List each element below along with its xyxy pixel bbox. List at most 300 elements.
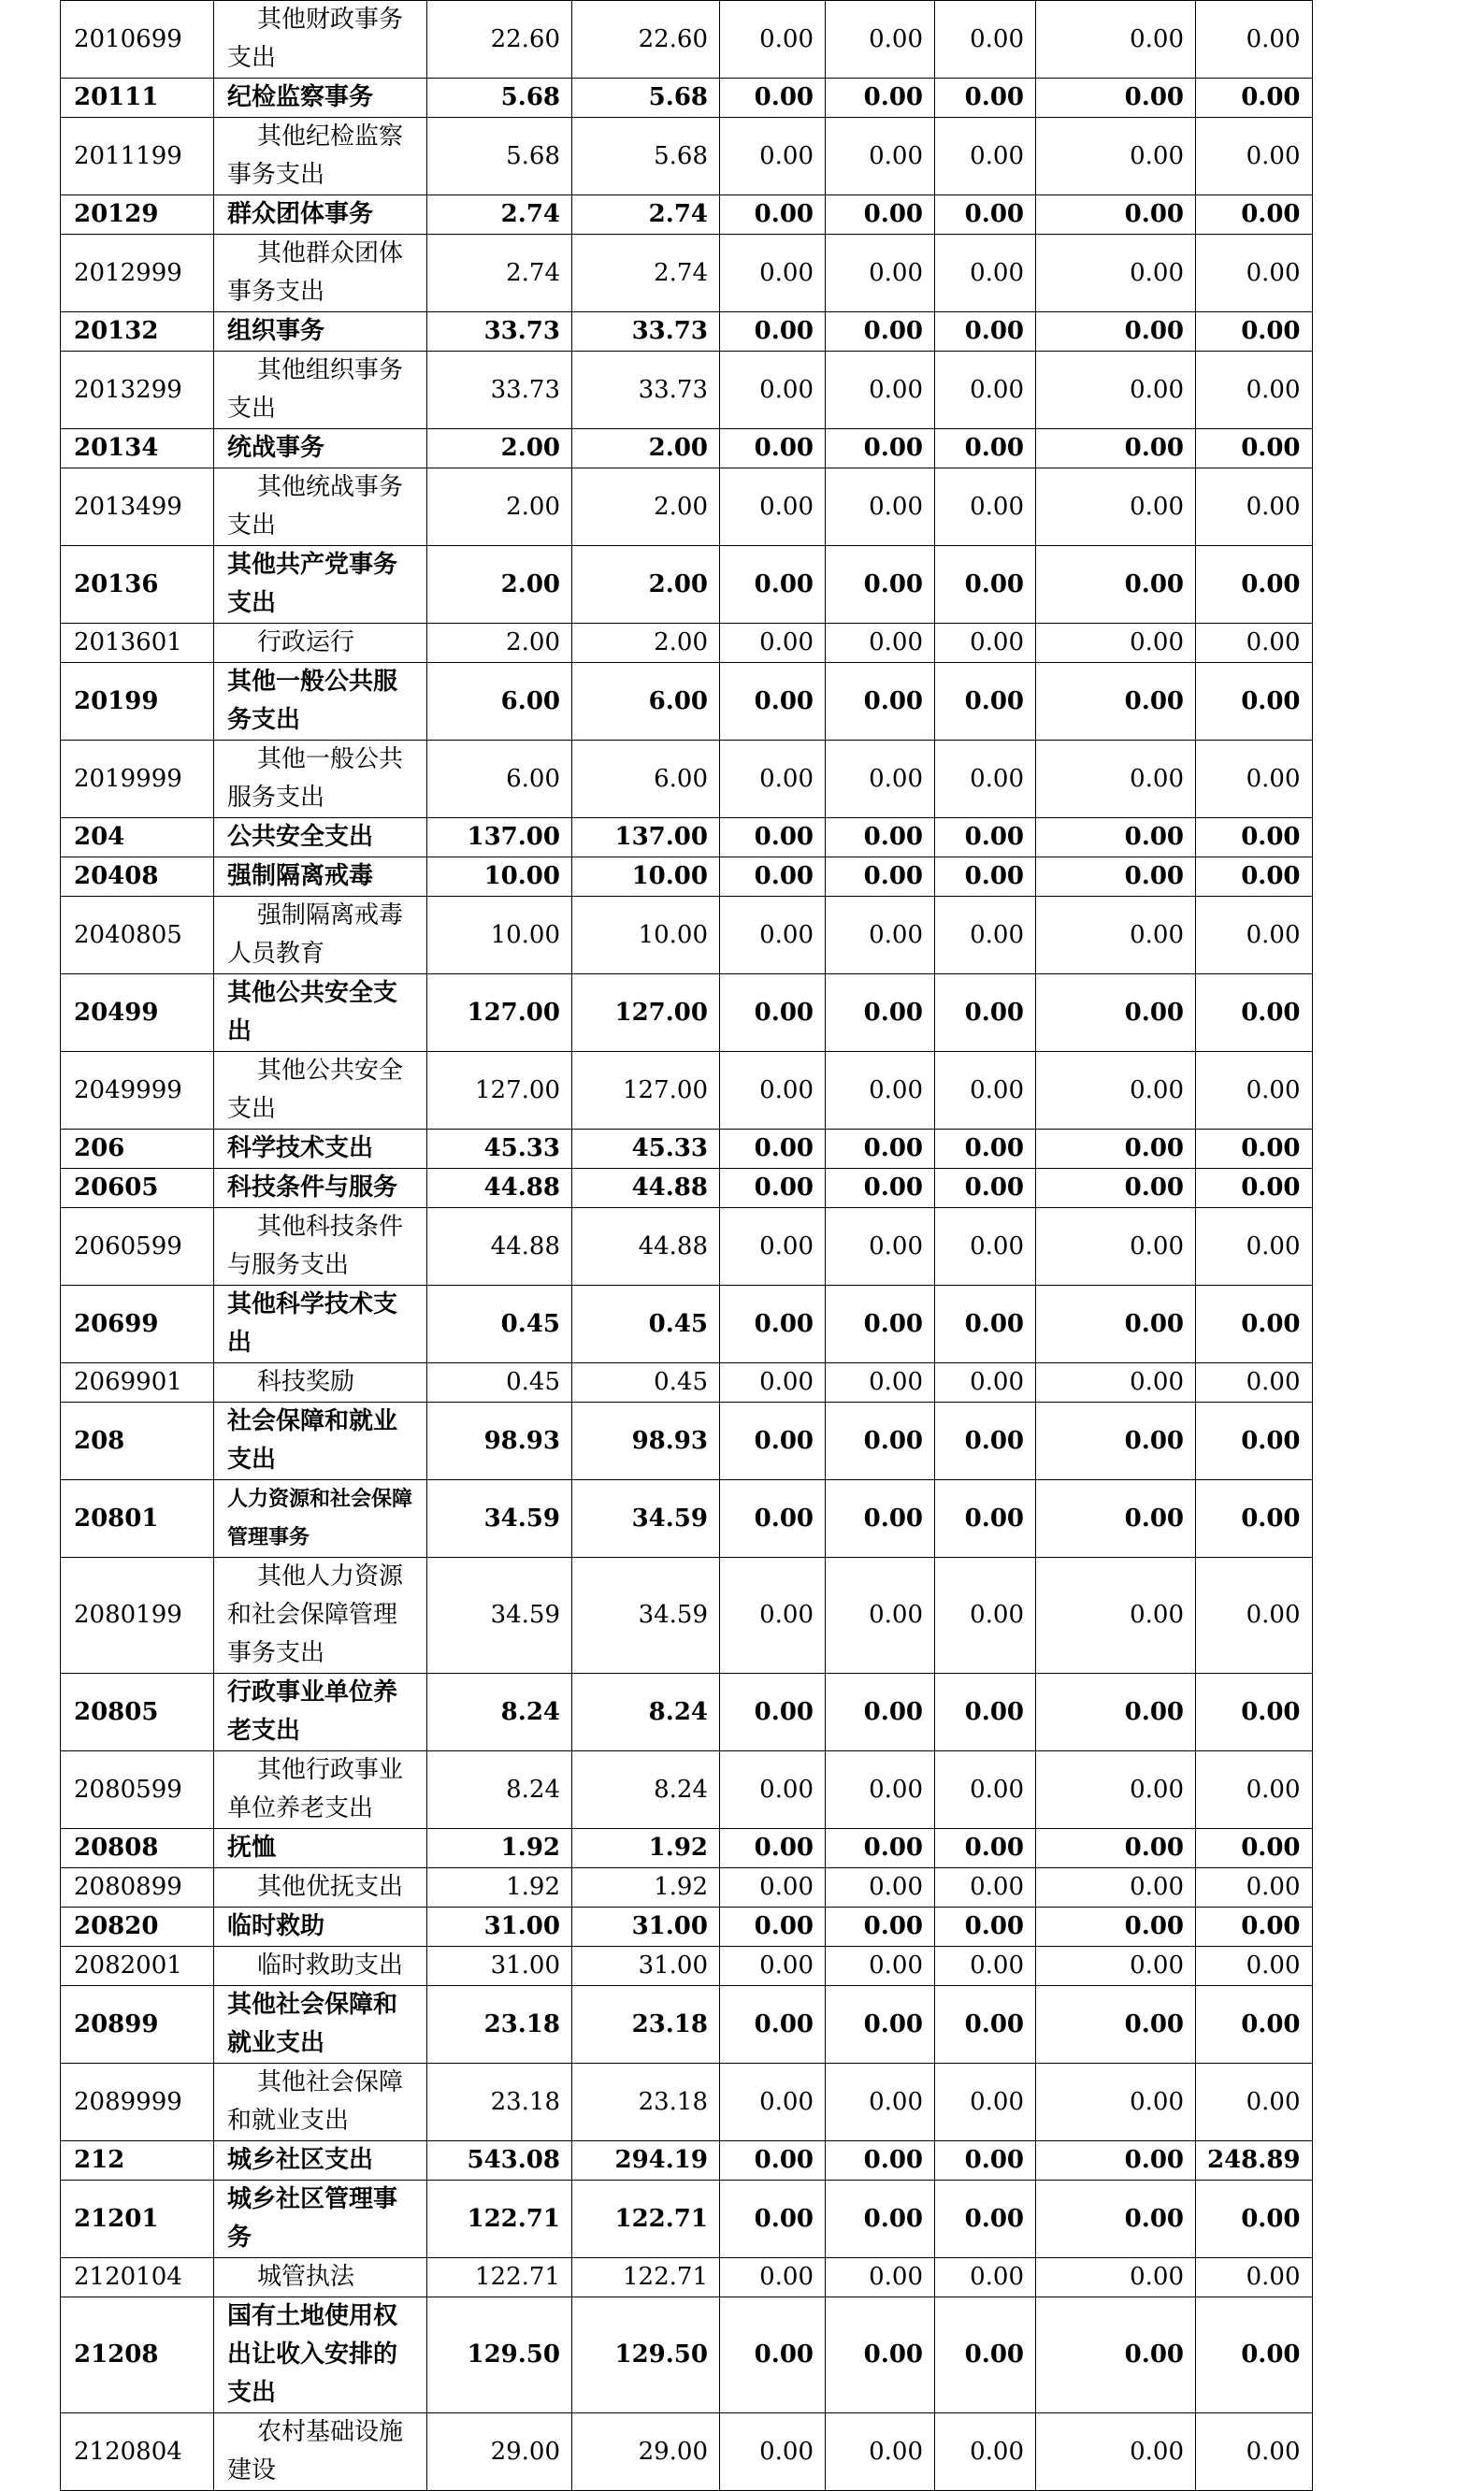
amount-cell: 0.00 [1196, 1829, 1313, 1868]
amount-cell: 0.00 [720, 1908, 826, 1947]
amount-cell: 0.45 [572, 1363, 720, 1403]
amount-cell: 0.00 [826, 624, 935, 663]
amount-cell: 0.00 [1036, 2258, 1196, 2297]
subject-code-cell: 20699 [61, 1286, 214, 1363]
amount-cell: 98.93 [427, 1403, 572, 1480]
table-row [61, 118, 1313, 195]
amount-cell: 0.00 [826, 1986, 935, 2064]
amount-cell: 0.00 [1036, 1751, 1196, 1829]
amount-cell: 0.00 [1036, 1130, 1196, 1169]
subject-code-cell: 20199 [61, 663, 214, 741]
amount-cell: 0.00 [935, 818, 1036, 857]
table-row [61, 1674, 1313, 1751]
amount-cell: 31.00 [427, 1947, 572, 1986]
table-row [61, 1751, 1313, 1829]
amount-cell: 0.00 [1036, 624, 1196, 663]
subject-name-cell: 行政运行 [214, 624, 427, 663]
amount-cell: 0.00 [935, 1908, 1036, 1947]
amount-cell: 0.00 [826, 2141, 935, 2181]
amount-cell: 0.00 [826, 2413, 935, 2491]
subject-name-cell: 科技奖励 [214, 1363, 427, 1403]
amount-cell: 0.45 [572, 1286, 720, 1363]
subject-code-cell: 2082001 [61, 1947, 214, 1986]
table-row [61, 663, 1313, 741]
amount-cell: 0.00 [935, 429, 1036, 468]
amount-cell: 0.00 [1036, 1052, 1196, 1130]
subject-name-cell: 人力资源和社会保障管理事务 [214, 1480, 427, 1558]
amount-cell: 0.00 [1196, 1908, 1313, 1947]
amount-cell: 0.00 [826, 1, 935, 79]
amount-cell: 0.00 [1196, 429, 1313, 468]
amount-cell: 10.00 [427, 857, 572, 897]
table-row [61, 1052, 1313, 1130]
amount-cell: 0.00 [720, 429, 826, 468]
amount-cell: 33.73 [572, 312, 720, 352]
subject-code-cell: 20408 [61, 857, 214, 897]
amount-cell: 0.00 [1036, 1947, 1196, 1986]
amount-cell: 0.00 [720, 235, 826, 312]
amount-cell: 0.00 [1036, 2413, 1196, 2491]
amount-cell: 0.00 [720, 1986, 826, 2064]
amount-cell: 0.00 [935, 1947, 1036, 1986]
amount-cell: 0.00 [1036, 1286, 1196, 1363]
subject-code-cell: 20134 [61, 429, 214, 468]
table-row [61, 2258, 1313, 2297]
amount-cell: 0.00 [935, 2141, 1036, 2181]
table-body [61, 1, 1313, 2491]
subject-name-cell: 其他群众团体事务支出 [214, 235, 427, 312]
amount-cell: 0.00 [720, 1829, 826, 1868]
amount-cell: 0.00 [935, 741, 1036, 818]
amount-cell: 34.59 [572, 1480, 720, 1558]
amount-cell: 1.92 [572, 1829, 720, 1868]
table-row [61, 2141, 1313, 2181]
subject-code-cell: 2049999 [61, 1052, 214, 1130]
amount-cell: 0.00 [826, 1908, 935, 1947]
amount-cell: 0.00 [1196, 2258, 1313, 2297]
subject-name-cell: 农村基础设施建设 [214, 2413, 427, 2491]
amount-cell: 0.00 [826, 1363, 935, 1403]
subject-name-cell: 统战事务 [214, 429, 427, 468]
amount-cell: 0.00 [1036, 974, 1196, 1052]
table-row [61, 2413, 1313, 2491]
amount-cell: 8.24 [572, 1674, 720, 1751]
subject-code-cell: 2069901 [61, 1363, 214, 1403]
subject-name-cell: 组织事务 [214, 312, 427, 352]
amount-cell: 1.92 [572, 1868, 720, 1908]
amount-cell: 0.00 [935, 2258, 1036, 2297]
table-row [61, 2064, 1313, 2141]
amount-cell: 45.33 [572, 1130, 720, 1169]
amount-cell: 0.00 [720, 624, 826, 663]
amount-cell: 98.93 [572, 1403, 720, 1480]
table-row [61, 312, 1313, 352]
amount-cell: 0.00 [826, 1674, 935, 1751]
subject-name-cell: 其他一般公共服务支出 [214, 663, 427, 741]
amount-cell: 127.00 [427, 1052, 572, 1130]
amount-cell: 0.00 [1196, 1169, 1313, 1208]
amount-cell: 0.00 [720, 468, 826, 546]
amount-cell: 6.00 [572, 663, 720, 741]
amount-cell: 127.00 [572, 1052, 720, 1130]
amount-cell: 0.00 [826, 2064, 935, 2141]
table-row [61, 1908, 1313, 1947]
amount-cell: 44.88 [427, 1169, 572, 1208]
subject-name-cell: 其他优抚支出 [214, 1868, 427, 1908]
amount-cell: 129.50 [427, 2297, 572, 2413]
amount-cell: 0.00 [935, 624, 1036, 663]
amount-cell: 0.00 [720, 2064, 826, 2141]
amount-cell: 0.00 [935, 1480, 1036, 1558]
amount-cell: 0.00 [826, 546, 935, 624]
amount-cell: 127.00 [427, 974, 572, 1052]
subject-name-cell: 其他科技条件与服务支出 [214, 1208, 427, 1286]
subject-name-cell: 群众团体事务 [214, 195, 427, 235]
amount-cell: 0.00 [1196, 741, 1313, 818]
amount-cell: 0.00 [935, 1169, 1036, 1208]
table-row [61, 429, 1313, 468]
amount-cell: 0.00 [935, 195, 1036, 235]
amount-cell: 0.00 [1036, 1208, 1196, 1286]
subject-name-cell: 其他科学技术支出 [214, 1286, 427, 1363]
subject-name-cell: 国有土地使用权出让收入安排的支出 [214, 2297, 427, 2413]
amount-cell: 23.18 [427, 1986, 572, 2064]
subject-name-cell: 临时救助 [214, 1908, 427, 1947]
amount-cell: 0.00 [720, 1947, 826, 1986]
subject-code-cell: 20499 [61, 974, 214, 1052]
amount-cell: 0.00 [720, 741, 826, 818]
amount-cell: 0.00 [1036, 79, 1196, 118]
subject-name-cell: 其他纪检监察事务支出 [214, 118, 427, 195]
amount-cell: 44.88 [572, 1169, 720, 1208]
subject-name-cell: 临时救助支出 [214, 1947, 427, 1986]
subject-name-cell: 其他一般公共服务支出 [214, 741, 427, 818]
subject-name-cell: 城管执法 [214, 2258, 427, 2297]
subject-code-cell: 206 [61, 1130, 214, 1169]
amount-cell: 0.00 [1036, 1403, 1196, 1480]
amount-cell: 33.73 [572, 352, 720, 429]
subject-name-cell: 其他行政事业单位养老支出 [214, 1751, 427, 1829]
amount-cell: 0.00 [1196, 857, 1313, 897]
subject-name-cell: 其他人力资源和社会保障管理事务支出 [214, 1558, 427, 1674]
table-row [61, 1558, 1313, 1674]
amount-cell: 0.00 [1196, 1558, 1313, 1674]
amount-cell: 0.00 [720, 1363, 826, 1403]
amount-cell: 0.00 [935, 1, 1036, 79]
subject-code-cell: 2080899 [61, 1868, 214, 1908]
subject-name-cell: 其他共产党事务支出 [214, 546, 427, 624]
amount-cell: 0.00 [826, 2181, 935, 2258]
amount-cell: 137.00 [572, 818, 720, 857]
amount-cell: 0.00 [720, 1751, 826, 1829]
amount-cell: 0.00 [935, 468, 1036, 546]
amount-cell: 0.00 [1036, 195, 1196, 235]
amount-cell: 8.24 [572, 1751, 720, 1829]
subject-name-cell: 强制隔离戒毒 [214, 857, 427, 897]
amount-cell: 22.60 [572, 1, 720, 79]
amount-cell: 0.00 [720, 2413, 826, 2491]
subject-code-cell: 2080599 [61, 1751, 214, 1829]
amount-cell: 0.00 [1036, 1829, 1196, 1868]
amount-cell: 0.00 [720, 195, 826, 235]
amount-cell: 0.00 [720, 1208, 826, 1286]
amount-cell: 0.00 [826, 974, 935, 1052]
amount-cell: 122.71 [427, 2181, 572, 2258]
table-row [61, 1169, 1313, 1208]
subject-code-cell: 21201 [61, 2181, 214, 2258]
amount-cell: 0.00 [720, 2258, 826, 2297]
table-row [61, 1208, 1313, 1286]
subject-name-cell: 社会保障和就业支出 [214, 1403, 427, 1480]
amount-cell: 0.00 [1196, 1286, 1313, 1363]
amount-cell: 0.00 [1196, 624, 1313, 663]
amount-cell: 0.00 [1036, 1986, 1196, 2064]
table-row [61, 1363, 1313, 1403]
amount-cell: 0.00 [826, 2297, 935, 2413]
subject-code-cell: 20111 [61, 79, 214, 118]
subject-name-cell: 抚恤 [214, 1829, 427, 1868]
subject-code-cell: 2013601 [61, 624, 214, 663]
table-row [61, 1, 1313, 79]
amount-cell: 0.00 [1196, 2413, 1313, 2491]
amount-cell: 31.00 [572, 1947, 720, 1986]
amount-cell: 0.00 [720, 312, 826, 352]
subject-code-cell: 20136 [61, 546, 214, 624]
table-row [61, 1986, 1313, 2064]
amount-cell: 34.59 [572, 1558, 720, 1674]
table-row [61, 546, 1313, 624]
amount-cell: 129.50 [572, 2297, 720, 2413]
amount-cell: 2.00 [427, 468, 572, 546]
amount-cell: 29.00 [427, 2413, 572, 2491]
amount-cell: 248.89 [1196, 2141, 1313, 2181]
amount-cell: 0.00 [935, 2413, 1036, 2491]
amount-cell: 0.00 [1036, 1480, 1196, 1558]
subject-code-cell: 20805 [61, 1674, 214, 1751]
amount-cell: 0.00 [826, 1829, 935, 1868]
amount-cell: 0.00 [1196, 897, 1313, 974]
amount-cell: 0.00 [1196, 1130, 1313, 1169]
amount-cell: 2.74 [427, 235, 572, 312]
amount-cell: 2.00 [427, 546, 572, 624]
amount-cell: 0.00 [720, 1286, 826, 1363]
table-row [61, 624, 1313, 663]
amount-cell: 0.00 [935, 1363, 1036, 1403]
amount-cell: 0.00 [1196, 468, 1313, 546]
amount-cell: 0.00 [1196, 818, 1313, 857]
amount-cell: 0.00 [1196, 352, 1313, 429]
subject-name-cell: 其他社会保障和就业支出 [214, 1986, 427, 2064]
subject-code-cell: 208 [61, 1403, 214, 1480]
table-row [61, 1480, 1313, 1558]
amount-cell: 31.00 [572, 1908, 720, 1947]
subject-code-cell: 20801 [61, 1480, 214, 1558]
amount-cell: 0.00 [826, 1403, 935, 1480]
amount-cell: 0.00 [1196, 1674, 1313, 1751]
amount-cell: 2.00 [572, 468, 720, 546]
subject-name-cell: 其他社会保障和就业支出 [214, 2064, 427, 2141]
amount-cell: 0.00 [826, 118, 935, 195]
amount-cell: 122.71 [427, 2258, 572, 2297]
amount-cell: 0.00 [720, 1403, 826, 1480]
amount-cell: 0.00 [1196, 1052, 1313, 1130]
amount-cell: 0.00 [1196, 1947, 1313, 1986]
amount-cell: 0.00 [1036, 468, 1196, 546]
amount-cell: 0.00 [826, 429, 935, 468]
table-row [61, 79, 1313, 118]
amount-cell: 1.92 [427, 1868, 572, 1908]
table-row [61, 818, 1313, 857]
amount-cell: 0.00 [1036, 352, 1196, 429]
subject-name-cell: 其他财政事务支出 [214, 1, 427, 79]
amount-cell: 0.00 [1196, 79, 1313, 118]
table-row [61, 2297, 1313, 2413]
table-row [61, 1868, 1313, 1908]
subject-code-cell: 2011199 [61, 118, 214, 195]
amount-cell: 0.00 [720, 2141, 826, 2181]
amount-cell: 10.00 [572, 857, 720, 897]
amount-cell: 2.00 [572, 624, 720, 663]
amount-cell: 0.00 [1196, 546, 1313, 624]
table-row [61, 1947, 1313, 1986]
amount-cell: 33.73 [427, 312, 572, 352]
amount-cell: 0.00 [1036, 1908, 1196, 1947]
amount-cell: 0.00 [1196, 118, 1313, 195]
amount-cell: 0.00 [826, 79, 935, 118]
amount-cell: 6.00 [427, 741, 572, 818]
amount-cell: 0.45 [427, 1286, 572, 1363]
subject-code-cell: 204 [61, 818, 214, 857]
table-row [61, 1403, 1313, 1480]
amount-cell: 34.59 [427, 1558, 572, 1674]
amount-cell: 0.00 [1036, 1, 1196, 79]
subject-code-cell: 2120804 [61, 2413, 214, 2491]
amount-cell: 0.00 [935, 857, 1036, 897]
table-row [61, 1829, 1313, 1868]
amount-cell: 0.00 [1036, 546, 1196, 624]
amount-cell: 0.00 [720, 1169, 826, 1208]
amount-cell: 0.00 [826, 741, 935, 818]
amount-cell: 0.00 [935, 546, 1036, 624]
amount-cell: 0.00 [720, 897, 826, 974]
subject-code-cell: 2019999 [61, 741, 214, 818]
amount-cell: 0.00 [935, 235, 1036, 312]
amount-cell: 0.00 [826, 1480, 935, 1558]
subject-name-cell: 行政事业单位养老支出 [214, 1674, 427, 1751]
amount-cell: 0.00 [935, 897, 1036, 974]
table-row [61, 195, 1313, 235]
amount-cell: 2.74 [572, 195, 720, 235]
amount-cell: 0.00 [720, 546, 826, 624]
subject-code-cell: 20129 [61, 195, 214, 235]
amount-cell: 0.00 [1036, 2181, 1196, 2258]
amount-cell: 0.00 [1036, 2141, 1196, 2181]
amount-cell: 0.00 [1036, 663, 1196, 741]
subject-name-cell: 公共安全支出 [214, 818, 427, 857]
amount-cell: 33.73 [427, 352, 572, 429]
amount-cell: 45.33 [427, 1130, 572, 1169]
subject-name-cell: 强制隔离戒毒人员教育 [214, 897, 427, 974]
amount-cell: 0.00 [720, 1868, 826, 1908]
amount-cell: 0.00 [935, 118, 1036, 195]
amount-cell: 0.00 [826, 1751, 935, 1829]
amount-cell: 0.00 [1196, 195, 1313, 235]
amount-cell: 0.00 [826, 468, 935, 546]
subject-code-cell: 20899 [61, 1986, 214, 2064]
amount-cell: 0.00 [826, 1052, 935, 1130]
amount-cell: 0.00 [720, 1674, 826, 1751]
amount-cell: 44.88 [427, 1208, 572, 1286]
amount-cell: 0.00 [826, 1947, 935, 1986]
amount-cell: 0.00 [1036, 312, 1196, 352]
amount-cell: 0.00 [826, 818, 935, 857]
amount-cell: 0.00 [720, 663, 826, 741]
amount-cell: 6.00 [572, 741, 720, 818]
amount-cell: 0.00 [1036, 857, 1196, 897]
amount-cell: 0.00 [935, 663, 1036, 741]
amount-cell: 0.00 [1036, 1558, 1196, 1674]
amount-cell: 122.71 [572, 2258, 720, 2297]
amount-cell: 0.00 [1196, 1208, 1313, 1286]
amount-cell: 0.00 [1036, 818, 1196, 857]
amount-cell: 0.00 [826, 663, 935, 741]
amount-cell: 0.45 [427, 1363, 572, 1403]
amount-cell: 0.00 [826, 1558, 935, 1674]
amount-cell: 0.00 [1036, 235, 1196, 312]
table-row [61, 235, 1313, 312]
amount-cell: 0.00 [1196, 2064, 1313, 2141]
amount-cell: 1.92 [427, 1829, 572, 1868]
amount-cell: 0.00 [935, 1829, 1036, 1868]
amount-cell: 0.00 [1036, 1868, 1196, 1908]
subject-code-cell: 2080199 [61, 1558, 214, 1674]
subject-name-cell: 城乡社区管理事务 [214, 2181, 427, 2258]
amount-cell: 0.00 [1036, 429, 1196, 468]
amount-cell: 0.00 [826, 1169, 935, 1208]
amount-cell: 0.00 [1036, 1169, 1196, 1208]
amount-cell: 0.00 [1196, 235, 1313, 312]
amount-cell: 0.00 [1196, 312, 1313, 352]
table-row [61, 468, 1313, 546]
amount-cell: 122.71 [572, 2181, 720, 2258]
budget-table [60, 0, 1313, 2491]
table-row [61, 352, 1313, 429]
amount-cell: 294.19 [572, 2141, 720, 2181]
amount-cell: 0.00 [1036, 118, 1196, 195]
amount-cell: 0.00 [720, 2297, 826, 2413]
amount-cell: 0.00 [826, 857, 935, 897]
amount-cell: 0.00 [826, 1286, 935, 1363]
amount-cell: 0.00 [935, 1868, 1036, 1908]
amount-cell: 2.74 [572, 235, 720, 312]
amount-cell: 0.00 [1196, 2181, 1313, 2258]
amount-cell: 0.00 [1196, 974, 1313, 1052]
amount-cell: 0.00 [935, 1130, 1036, 1169]
subject-code-cell: 20808 [61, 1829, 214, 1868]
amount-cell: 0.00 [720, 1130, 826, 1169]
amount-cell: 0.00 [720, 118, 826, 195]
subject-name-cell: 科技条件与服务 [214, 1169, 427, 1208]
amount-cell: 0.00 [1196, 1480, 1313, 1558]
amount-cell: 0.00 [1196, 1363, 1313, 1403]
amount-cell: 0.00 [720, 1, 826, 79]
amount-cell: 6.00 [427, 663, 572, 741]
amount-cell: 5.68 [572, 79, 720, 118]
amount-cell: 137.00 [427, 818, 572, 857]
amount-cell: 31.00 [427, 1908, 572, 1947]
subject-code-cell: 2013299 [61, 352, 214, 429]
amount-cell: 0.00 [1196, 1, 1313, 79]
